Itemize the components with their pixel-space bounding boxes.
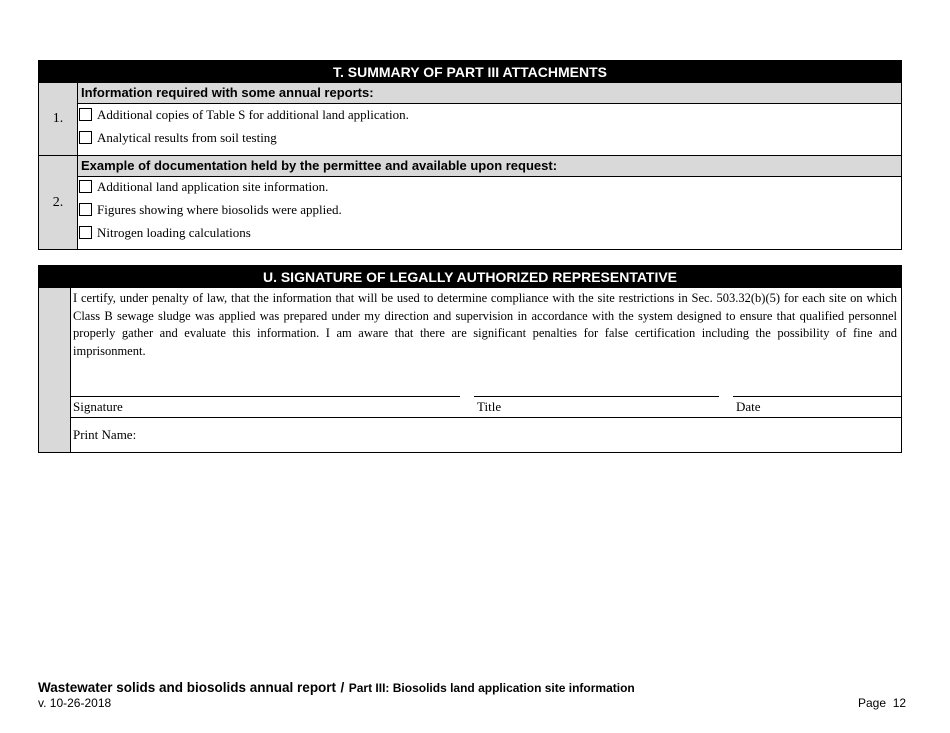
checkbox-row-nitrogen-loading[interactable] [79, 224, 251, 242]
footer-version: v. 10-26-2018 [38, 696, 112, 710]
checkbox-label-soil-testing: Analytical results from soil testing [97, 130, 277, 145]
signature-line[interactable] [71, 396, 460, 397]
date-line[interactable] [733, 396, 901, 397]
group-2-number: 2. [52, 195, 64, 210]
certification-statement: I certify, under penalty of law, that the information that will be used to determine compliance with the site restrictions in Sec. 503.32(b)(5) for each site on which Class B sewage sludge was applied was prepared under my direction and supervision in accordance with the system designed to ensure that qualified personnel properly gather and evaluate this information. I am aware that there are significant penalties for false certification including the possibility of fine and imprisonment. [73, 291, 897, 358]
title-line[interactable] [474, 396, 719, 397]
print-name-divider [71, 417, 901, 418]
section-u-side-column [39, 288, 71, 452]
footer-page-label: Page [858, 696, 887, 710]
checkbox-label-nitrogen-loading: Nitrogen loading calculations [97, 225, 251, 240]
signature-label: Signature [73, 399, 123, 414]
footer-report-title [38, 679, 635, 697]
footer-page-value: 12 [892, 696, 907, 710]
group-1-number-cell [39, 83, 78, 156]
group-2-number-cell [39, 156, 78, 249]
checkbox-row-figures-applied[interactable] [79, 201, 342, 219]
footer-report-name: Wastewater solids and biosolids annual report [38, 680, 337, 695]
checkbox-label-figures-applied: Figures showing where biosolids were applied. [97, 202, 342, 217]
checkbox-nitrogen-loading[interactable] [79, 226, 92, 239]
section-t-summary-of-attachments [38, 60, 902, 250]
section-u-title: U. SIGNATURE OF LEGALLY AUTHORIZED REPRESENTATIVE [39, 266, 901, 288]
print-name-label: Print Name: [73, 427, 137, 442]
footer-part-title: Part III: Biosolids land application site information [348, 681, 635, 695]
checkbox-label-table-s-copies: Additional copies of Table S for additional land application. [97, 107, 409, 122]
checkbox-soil-testing[interactable] [79, 131, 92, 144]
checkbox-row-soil-testing[interactable] [79, 129, 277, 147]
checkbox-site-information[interactable] [79, 180, 92, 193]
checkbox-label-site-information: Additional land application site information. [97, 179, 329, 194]
checkbox-table-s-copies[interactable] [79, 108, 92, 121]
group-1-heading: Information required with some annual reports: [78, 83, 901, 104]
date-label: Date [736, 399, 761, 414]
section-u-signature [38, 265, 902, 453]
footer-page-number [858, 696, 906, 710]
section-t-title: T. SUMMARY OF PART III ATTACHMENTS [39, 61, 901, 83]
footer-separator: / [340, 680, 345, 695]
checkbox-row-site-information[interactable] [79, 178, 328, 196]
group-2-heading: Example of documentation held by the permittee and available upon request: [78, 156, 901, 177]
group-1-number: 1. [52, 111, 64, 126]
checkbox-figures-applied[interactable] [79, 203, 92, 216]
checkbox-row-table-s-copies[interactable] [79, 106, 409, 124]
title-label: Title [477, 399, 502, 414]
